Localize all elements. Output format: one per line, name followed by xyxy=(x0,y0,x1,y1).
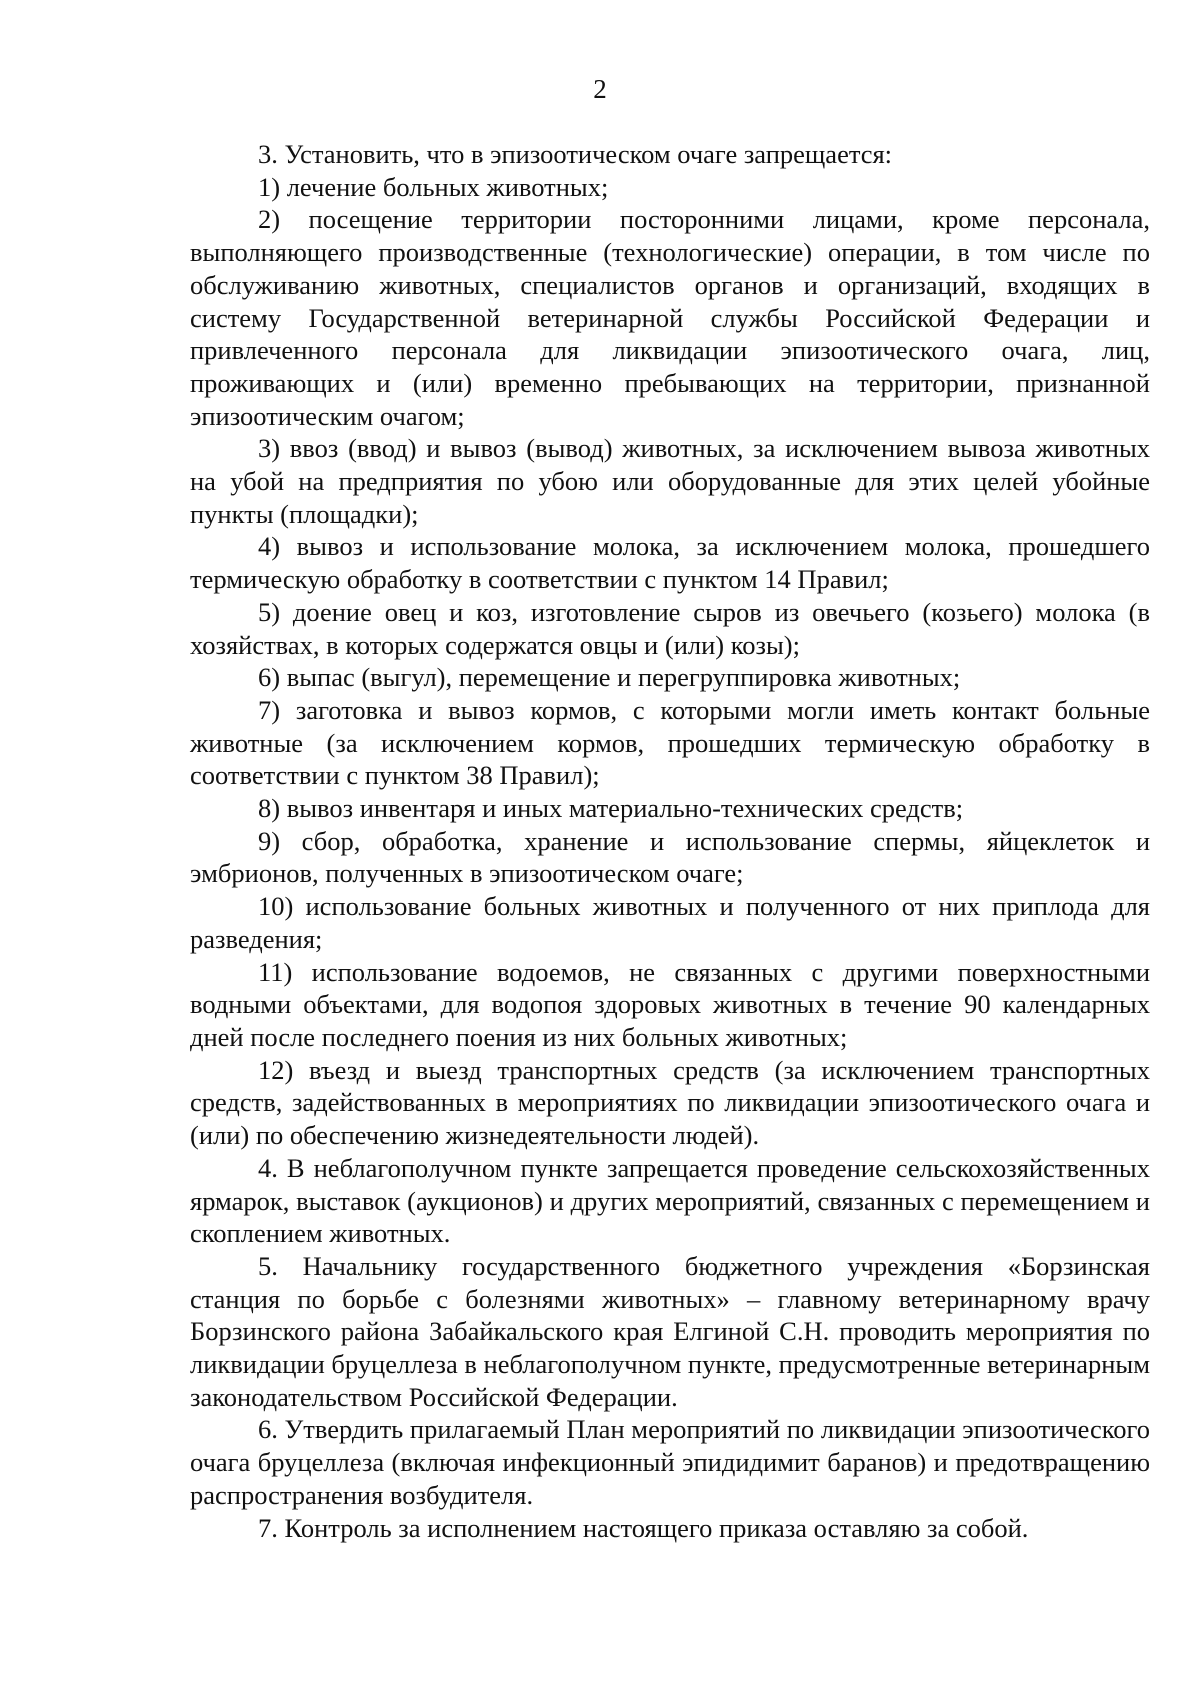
list-item-8: 8) вывоз инвентаря и иных материально-технических средств; xyxy=(258,793,964,824)
list-item-5: 5) доение овец и коз, изготовление сыров из овечьего (козьего) молока (в хозяйствах, в которых содержатся овцы и (или) козы); xyxy=(190,596,1150,660)
paragraph-6: 6. Утвердить прилагаемый План мероприятий по ликвидации эпизоотического очага бруцеллеза (включая инфекционный эпидидимит баранов) и предотвращению распространения возбудителя. xyxy=(190,1414,1150,1510)
list-item-12: 12) въезд и выезд транспортных средств (за исключением транспортных средств, задействованных в мероприятиях по ликвидации эпизоотического очага и (или) по обеспечению жизнедеятельности людей). xyxy=(190,1054,1150,1151)
paragraph-3-intro: 3. Установить, что в эпизоотическом очаге запрещается: xyxy=(258,139,893,169)
list-item-6: 6) выпас (выгул), перемещение и перегруппировка животных; xyxy=(258,662,961,693)
paragraph-4: 4. В неблагополучном пункте запрещается проведение сельскохозяйственных ярмарок, выставок (аукционов) и других мероприятий, связанных с перемещением и скоплением животных. xyxy=(190,1152,1150,1249)
paragraph-5: 5. Начальнику государственного бюджетного учреждения «Борзинская станция по борьбе с болезнями животных» – главному ветеринарному врачу Борзинского района Забайкальского края Елгиной С.Н. проводить мероприятия по ликвидации бруцеллеза в неблагополучном пункте, предусмотренные ветеринарным законодательством Российской Федерации. xyxy=(190,1250,1150,1412)
list-item-7: 7) заготовка и вывоз кормов, с которыми могли иметь контакт больные животные (за исключением кормов, прошедших термическую обработку в соответствии с пунктом 38 Правил); xyxy=(190,694,1150,791)
list-item-2: 2) посещение территории посторонними лицами, кроме персонала, выполняющего производственные (технологические) операции, в том числе по обслуживанию животных, специалистов органов и организаций, входящих в систему Государственной ветеринарной службы Российской Федерации и привлеченного персонала для ликвидации эпизоотического очага, лиц, проживающих и (или) временно пребывающих на территории, признанной эпизоотическим очагом; xyxy=(190,204,1150,431)
document-body xyxy=(190,138,1150,1544)
page-number: 2 xyxy=(593,74,607,104)
list-item-1: 1) лечение больных животных; xyxy=(258,171,609,202)
list-item-10: 10) использование больных животных и полученного от них приплода для разведения; xyxy=(190,891,1150,954)
paragraph-7: 7. Контроль за исполнением настоящего приказа оставляю за собой. xyxy=(258,1512,1029,1543)
list-item-11: 11) использование водоемов, не связанных с другими поверхностными водными объектами, для водопоя здоровых животных в течение 90 календарных дней после последнего поения из них больных животных; xyxy=(190,956,1150,1052)
list-item-4: 4) вывоз и использование молока, за исключением молока, прошедшего термическую обработку в соответствии с пунктом 14 Правил; xyxy=(190,531,1150,595)
list-item-9: 9) сбор, обработка, хранение и использование спермы, яйцеклеток и эмбрионов, полученных в эпизоотическом очаге; xyxy=(190,825,1150,889)
list-item-3: 3) ввоз (ввод) и вывоз (вывод) животных, за исключением вывоза животных на убой на предприятия по убою или оборудованные для этих целей убойные пункты (площадки); xyxy=(190,433,1150,529)
